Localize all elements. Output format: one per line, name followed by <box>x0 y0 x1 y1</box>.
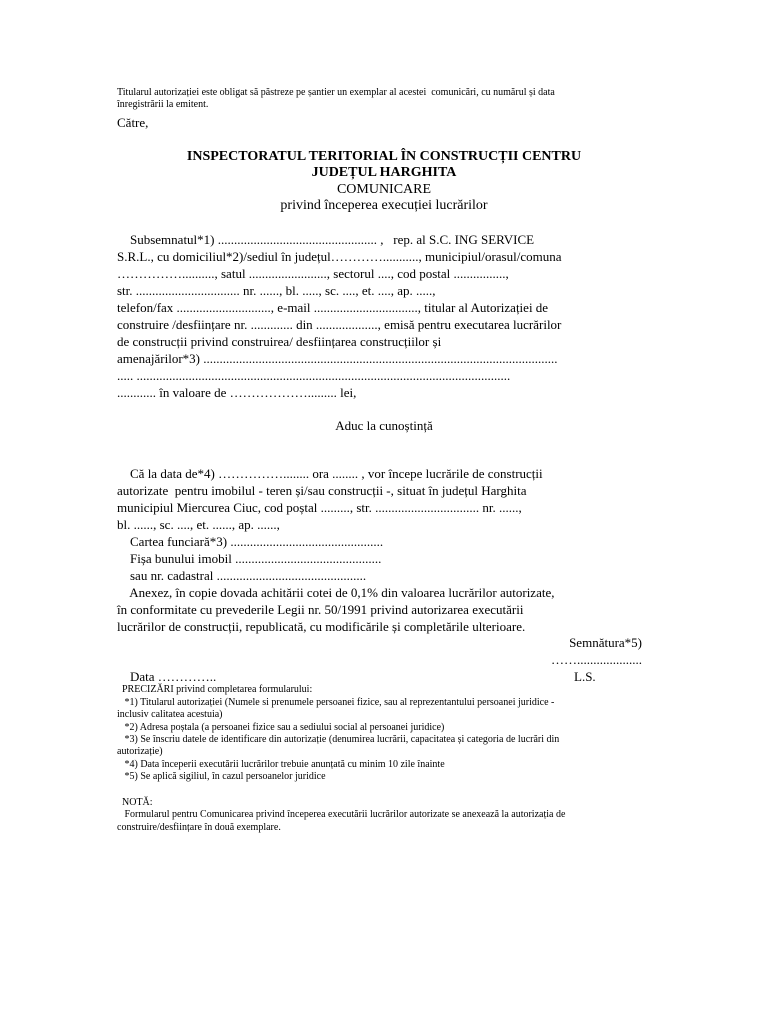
top-note-line: Titularul autorizației este obligat să păstreze pe șantier un exemplar al acestei comunicări, cu numărul și data <box>117 87 555 98</box>
nota-label: NOTĂ: <box>112 797 153 808</box>
precizari-line: inclusiv calitatea acestuia) <box>117 709 223 720</box>
paragraph-line: Cartea funciară*3) ............................................... <box>117 534 384 549</box>
nota-line: Formularul pentru Comunicarea privind începerea executării lucrărilor autorizate se anexează la autorizația de <box>112 809 566 820</box>
paragraph-line: …………….........., satul ........................, sectorul ...., cod postal ................, <box>117 266 509 281</box>
paragraph-line: amenajărilor*3) ............................................................................................................. <box>117 351 558 366</box>
precizari-line: *2) Adresa poștala (a persoanei fizice sau a sediului social al persoanei juridice) <box>112 722 445 733</box>
paragraph-line: în conformitate cu prevederile Legii nr. 50/1991 privind autorizarea executării <box>117 602 524 617</box>
paragraph-line: sau nr. cadastral .............................................. <box>117 568 367 583</box>
paragraph-line: ..... ................................................................................................................... <box>117 368 511 383</box>
paragraph-line: telefon/fax ............................., e-mail ................................, titular al Autorizației de <box>117 300 549 315</box>
precizari-line: *1) Titularul autorizației (Numele si prenumele persoanei fizice, sau al reprezentantului persoanei juridice - <box>112 697 555 708</box>
document-subtitle: privind începerea execuției lucrărilor <box>280 198 488 213</box>
document-title: COMUNICARE <box>336 182 432 197</box>
authority-name: INSPECTORATUL TERITORIAL ÎN CONSTRUCȚII CENTRU <box>186 149 582 164</box>
precizari-line: *3) Se înscriu datele de identificare din autorizație (denumirea lucrării, capacitatea și categoria de lucrări din <box>112 734 560 745</box>
paragraph-line: Că la data de*4) ……………........ ora ........ , vor începe lucrările de construcții <box>117 466 543 481</box>
addressee-label: Către, <box>117 115 149 130</box>
signature-line: …….................... <box>551 652 642 667</box>
paragraph-line: lucrărilor de construcții, republicată, cu modificările și completările ulterioare. <box>117 619 526 634</box>
top-note-line: înregistrării la emitent. <box>117 99 209 110</box>
signature-label: Semnătura*5) <box>569 635 642 650</box>
precizari-line: *5) Se aplică sigiliul, în cazul persoanelor juridice <box>112 771 326 782</box>
nota-line: construire/desființare în două exemplare. <box>117 822 281 833</box>
paragraph-line: Fișa bunului imobil ............................................. <box>117 551 382 566</box>
paragraph-line: autorizate pentru imobilul - teren și/sau construcții -, situat în județul Harghita <box>117 483 527 498</box>
precizari-line: PRECIZĂRI privind completarea formularului: <box>112 684 313 695</box>
paragraph-line: Anexez, în copie dovada achitării cotei de 0,1% din valoarea lucrărilor autorizate, <box>117 585 555 600</box>
precizari-line: *4) Data începerii executării lucrărilor trebuie anunțată cu minim 10 zile înainte <box>112 759 445 770</box>
authority-county: JUDEȚUL HARGHITA <box>311 165 457 180</box>
seal-label: L.S. <box>574 669 596 684</box>
paragraph-line: Subsemnatul*1) ................................................. , rep. al S.C. ING SERVICE <box>117 232 535 247</box>
paragraph-line: S.R.L., cu domiciliul*2)/sediul în județul…………..........., municipiul/orasul/comuna <box>117 249 562 264</box>
paragraph-line: ............ în valoare de ………………......... lei, <box>117 385 357 400</box>
paragraph-line: de construcții privind construirea/ desființarea construcțiilor și <box>117 334 442 349</box>
paragraph-line: municipiul Miercurea Ciuc, cod poștal ........., str. ................................ nr. ......, <box>117 500 522 515</box>
paragraph-line: construire /desființare nr. ............. din ..................., emisă pentru executarea lucrărilor <box>117 317 562 332</box>
date-field: Data ………….. <box>117 669 217 684</box>
paragraph-line: str. ................................ nr. ......, bl. ....., sc. ...., et. ...., ap. ....., <box>117 283 436 298</box>
notice-heading: Aduc la cunoștință <box>335 418 433 433</box>
precizari-line: autorizație) <box>117 746 163 757</box>
paragraph-line: bl. ......, sc. ...., et. ......, ap. ......, <box>117 517 280 532</box>
